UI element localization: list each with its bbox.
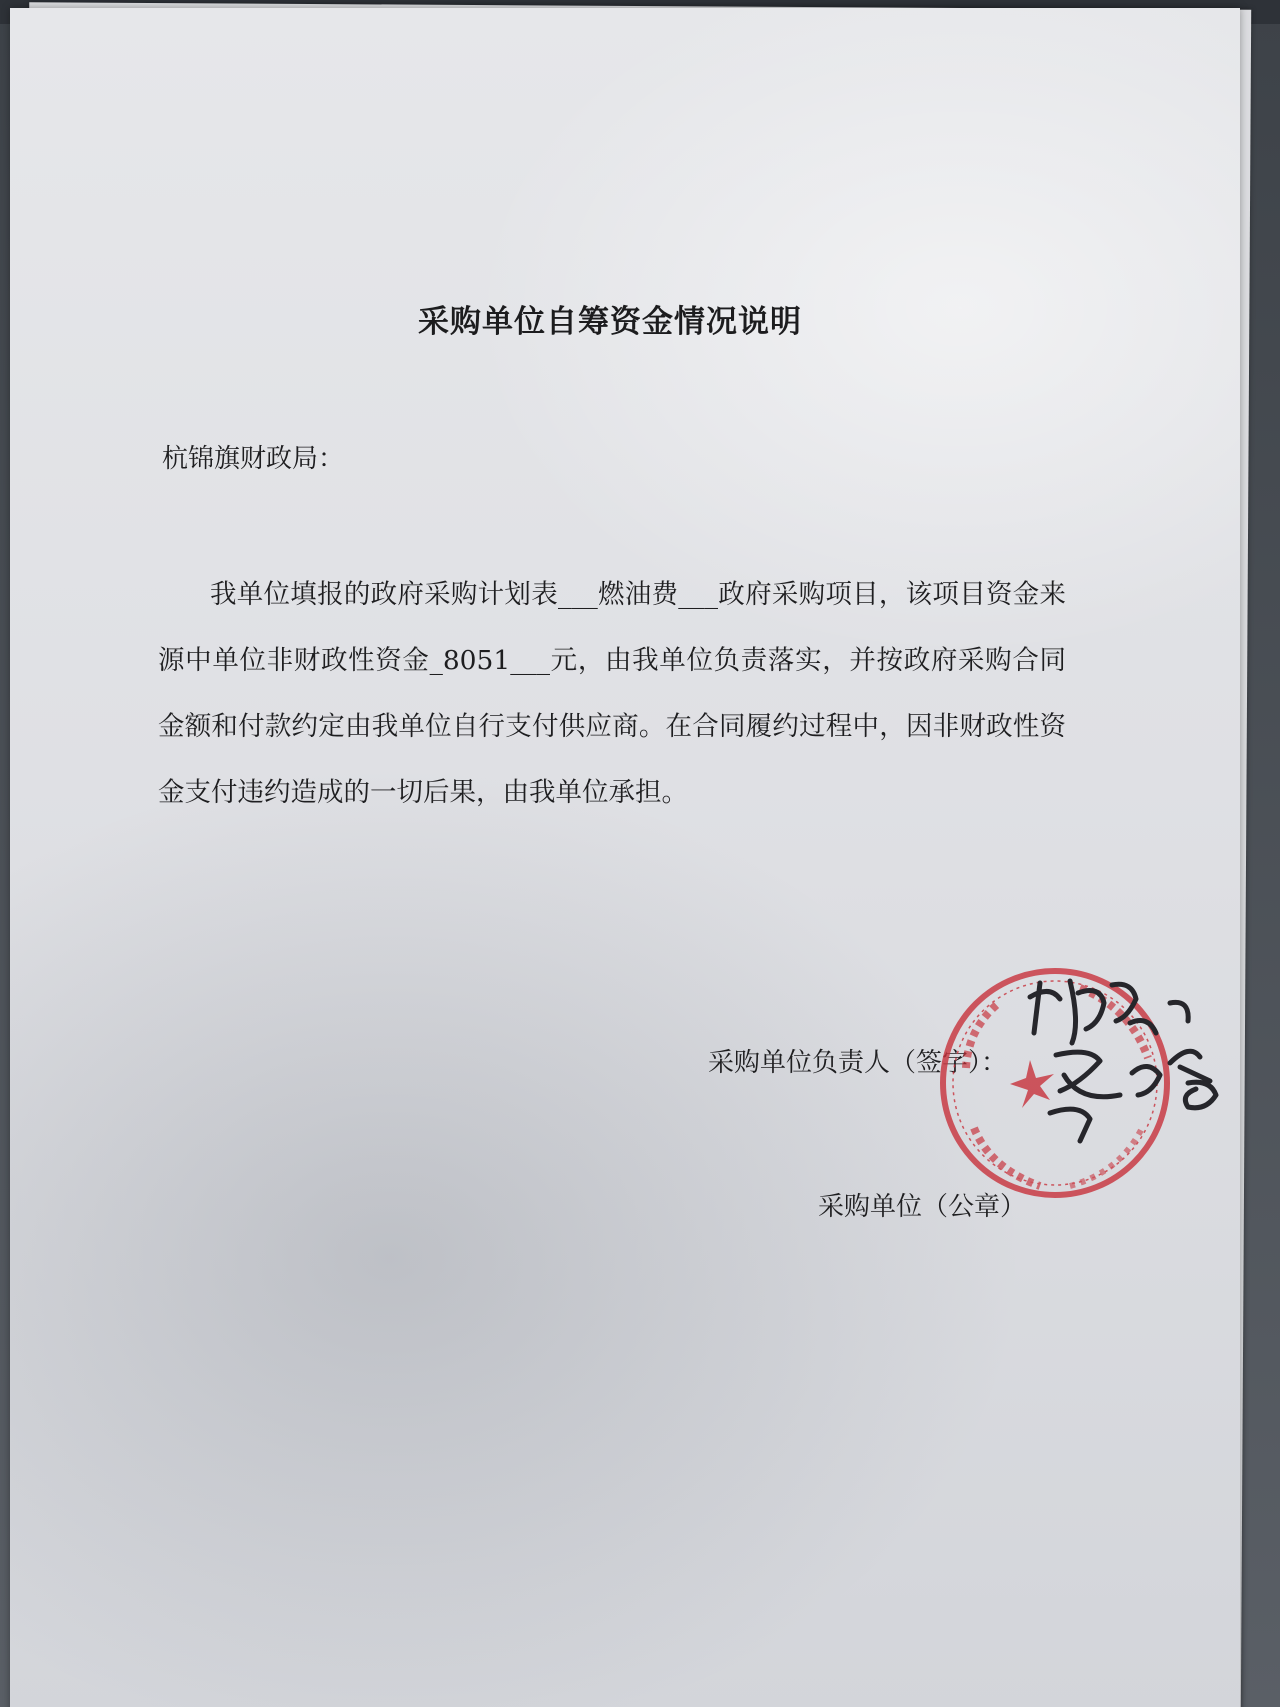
handwritten-signature xyxy=(1020,963,1240,1163)
seal-label: 采购单位（公章） xyxy=(818,1192,1027,1222)
addressee: 杭锦旗财政局： xyxy=(162,444,345,474)
document-title: 采购单位自筹资金情况说明 xyxy=(418,304,802,340)
body-paragraph: 我单位填报的政府采购计划表___燃油费___政府采购项目，该项目资金来源中单位非财政性资金_8051___元，由我单位负责落实，并按政府采购合同金额和付款约定由我单位自行支付供应商。在合同履约过程中，因非财政性资金支付违约造成的一切后果，由我单位承担。 xyxy=(158,579,1066,808)
signature-label: 采购单位负责人（签字）： xyxy=(708,1048,1008,1078)
document-page xyxy=(10,8,1240,1707)
